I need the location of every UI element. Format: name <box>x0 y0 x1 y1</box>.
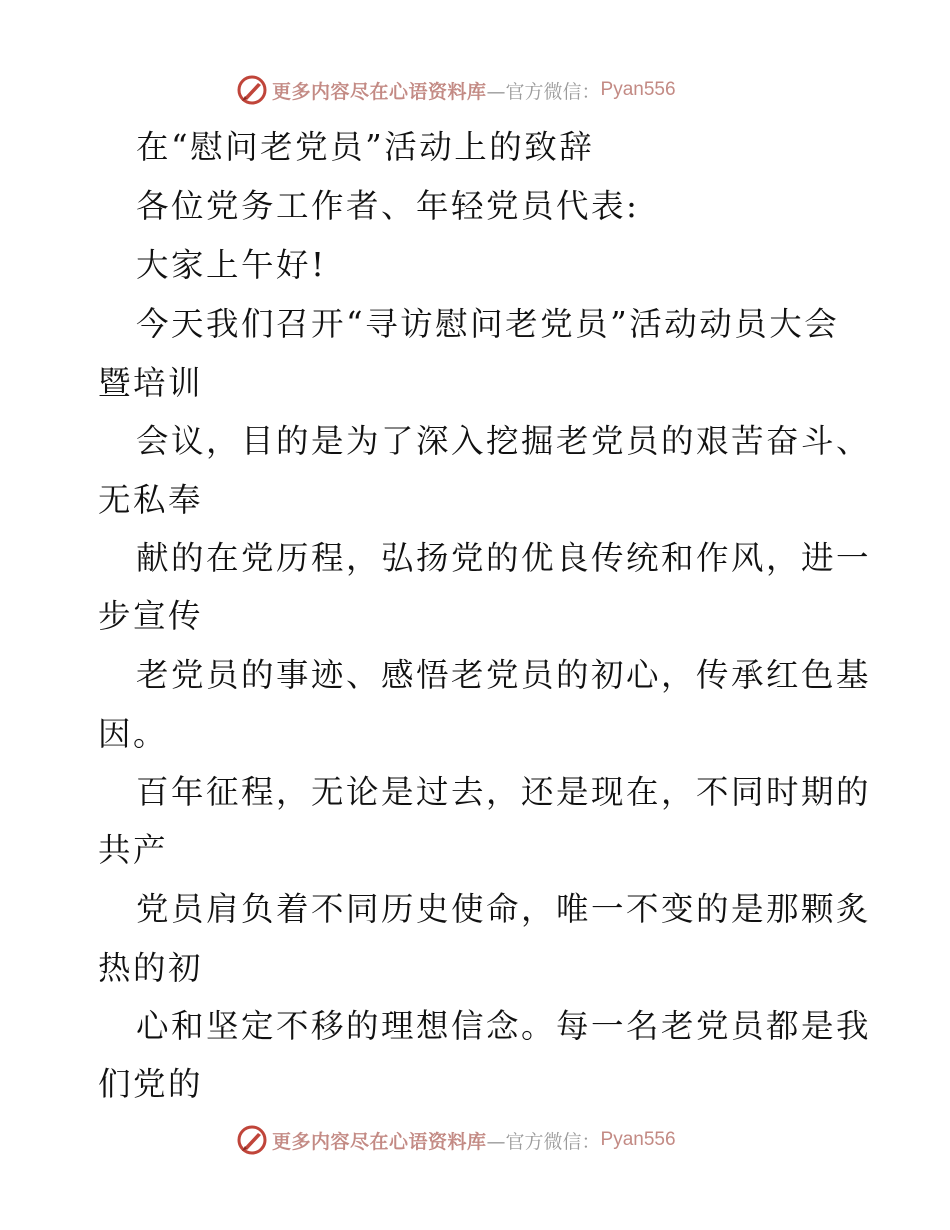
watermark-title: 更多内容尽在心语资料库 <box>272 1130 487 1153</box>
paragraph-line: 无私奉 <box>98 481 204 519</box>
paragraph-line: 老党员的事迹、感悟老党员的初心，传承红色基 <box>136 656 872 694</box>
paragraph-line: 暨培训 <box>98 364 204 402</box>
greeting-audience: 各位党务工作者、年轻党员代表: <box>136 187 640 225</box>
paragraph-line: 今天我们召开“寻访慰问老党员”活动动员大会 <box>136 305 840 343</box>
footer-watermark <box>236 1124 676 1156</box>
paragraph-line: 党员肩负着不同历史使命，唯一不变的是那颗炙 <box>136 890 872 928</box>
watermark-wechat-id: Pyan556 <box>600 1129 676 1150</box>
header-watermark <box>236 74 676 106</box>
paragraph-line: 献的在党历程，弘扬党的优良传统和作风，进一 <box>136 539 872 577</box>
paragraph-line: 热的初 <box>98 949 204 987</box>
paragraph-line: 会议，目的是为了深入挖掘老党员的艰苦奋斗、 <box>136 422 872 460</box>
paragraph-line: 共产 <box>98 831 169 869</box>
watermark-title: 更多内容尽在心语资料库 <box>272 80 487 103</box>
watermark-subtitle: —官方微信： <box>486 1130 601 1153</box>
paragraph-line: 们党的 <box>98 1065 204 1103</box>
paragraph-line: 心和坚定不移的理想信念。每一名老党员都是我 <box>136 1007 872 1045</box>
quill-pen-logo-icon <box>236 1124 268 1156</box>
watermark-subtitle: —官方微信： <box>486 80 601 103</box>
watermark-wechat-id: Pyan556 <box>600 79 676 100</box>
paragraph-line: 步宣传 <box>98 597 204 635</box>
document-title: 在“慰问老党员”活动上的致辞 <box>136 128 595 166</box>
paragraph-line: 因。 <box>98 715 169 753</box>
paragraph-line: 百年征程，无论是过去，还是现在，不同时期的 <box>136 773 872 811</box>
quill-pen-logo-icon <box>236 74 268 106</box>
greeting-morning: 大家上午好! <box>136 246 327 284</box>
